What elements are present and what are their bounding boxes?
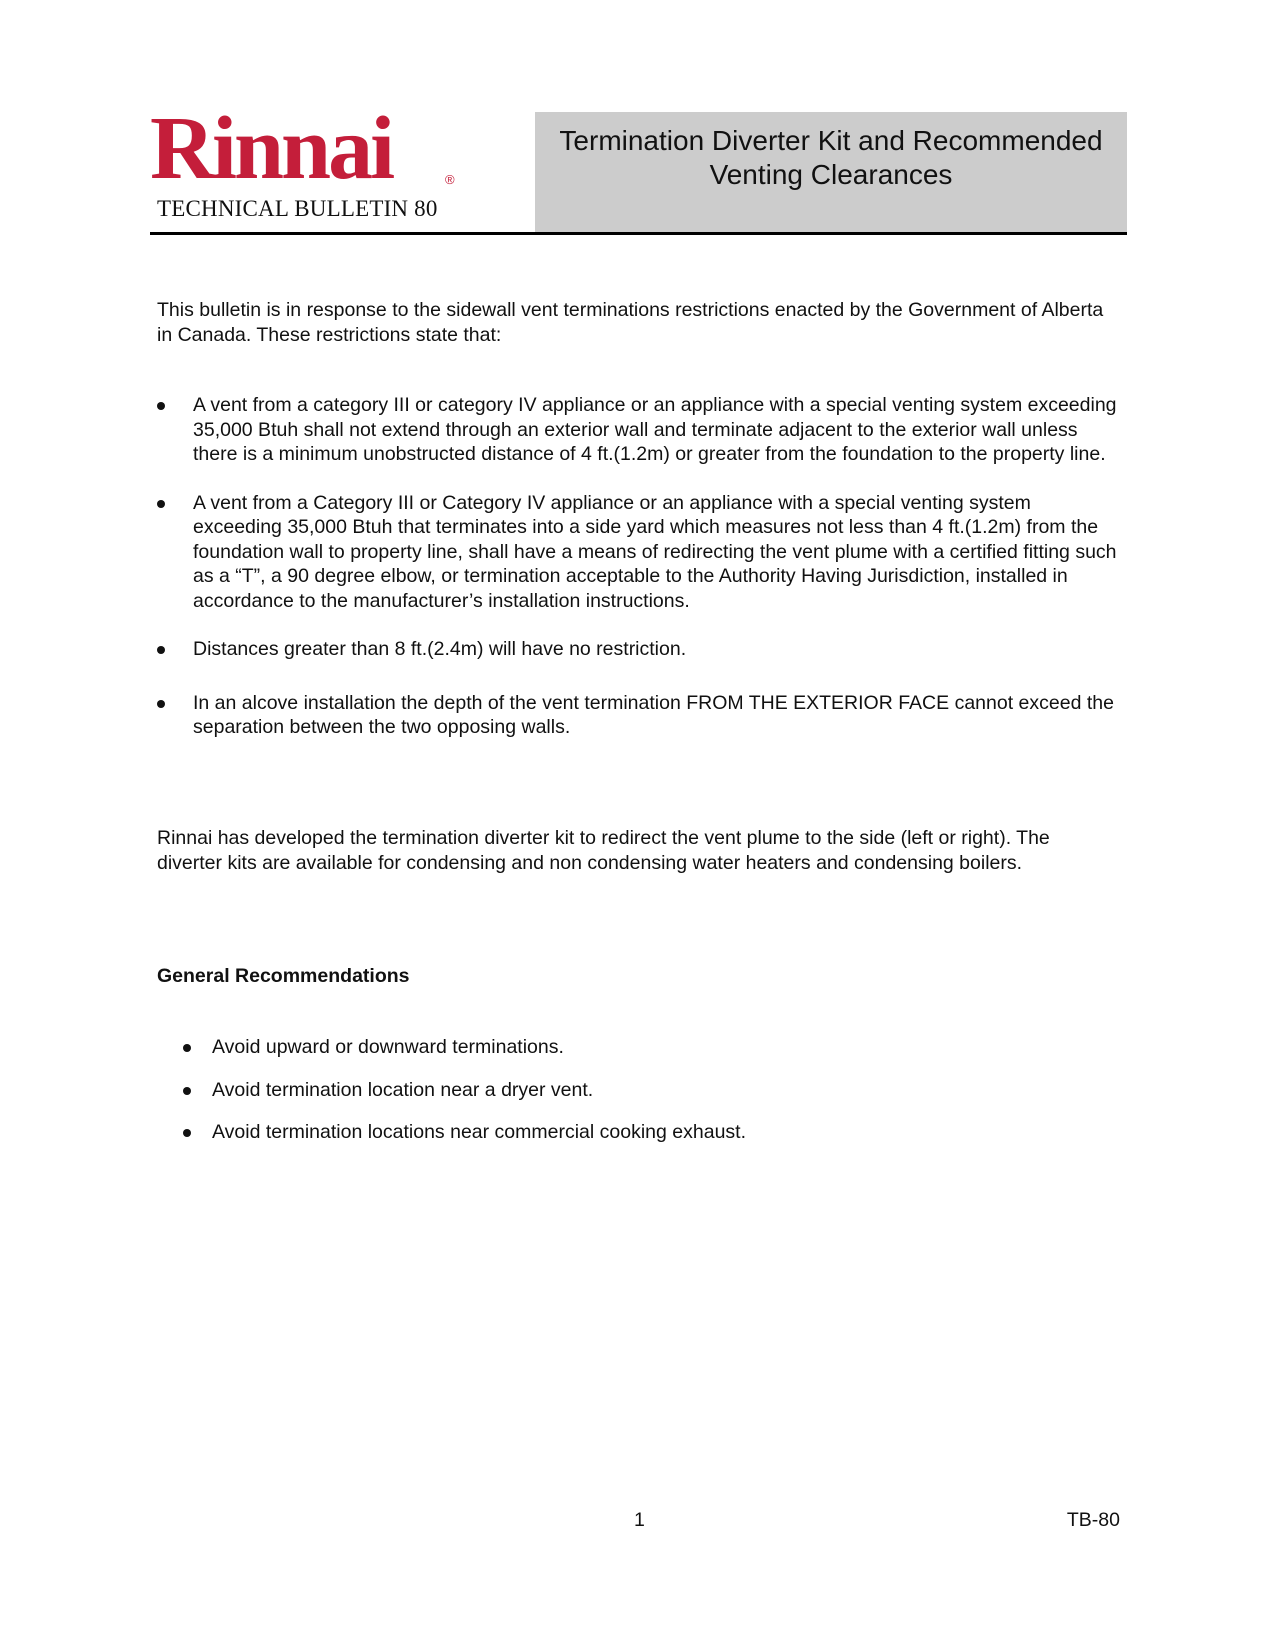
list-item [157,491,1117,614]
bullet-icon [157,700,165,708]
title-box [535,112,1127,233]
list-item [183,1120,1083,1145]
section-heading: General Recommendations [157,965,410,987]
list-item-text: A vent from a category III or category IV appliance or an appliance with a special venting system exceeding 35,000 Btuh shall not extend through an exterior wall and terminate adjacent to the exterior wall unless there is a minimum unobstructed distance of 4 ft.(1.2m) or greater from the foundation to the property line. [193,394,1117,465]
bulletin-label: TECHNICAL BULLETIN 80 [157,196,438,221]
list-item-text: In an alcove installation the depth of the vent termination FROM THE EXTERIOR FACE cannot exceed the separation between the two opposing walls. [193,691,1114,738]
list-item-text: Distances greater than 8 ft.(2.4m) will have no restriction. [193,638,687,660]
rinnai-logo [150,99,455,198]
list-item-text: Avoid upward or downward terminations. [212,1036,564,1058]
registered-mark-icon: ® [445,172,455,187]
bullet-icon [157,402,165,410]
title-line-1: Termination Diverter Kit and Recommended [559,125,1103,156]
list-item [157,691,1117,740]
restrictions-list [157,393,1117,740]
list-item [157,637,1117,662]
list-item-text: Avoid termination location near a dryer vent. [212,1078,594,1101]
bullet-icon [183,1129,191,1137]
document-code: TB-80 [1066,1509,1120,1531]
recommendations-list [183,1035,1083,1163]
page-number: 1 [634,1509,645,1531]
list-item [183,1035,1083,1060]
bullet-icon [183,1044,191,1052]
header-divider [150,232,1127,235]
list-item-text: Avoid termination locations near commercial cooking exhaust. [212,1121,746,1143]
bullet-icon [157,646,165,654]
bullet-icon [157,500,165,508]
diverter-paragraph: Rinnai has developed the termination diverter kit to redirect the vent plume to the side (left or right). The diverter kits are available for condensing and non condensing water heaters and condensing boilers. [157,827,1050,874]
bullet-icon [183,1087,191,1095]
list-item-text: A vent from a Category III or Category IV appliance or an appliance with a special venting system exceeding 35,000 Btuh that terminates into a side yard which measures not less than 4 ft.(1.2m) from the foundation wall to property line, shall have a means of redirecting the vent plume with a certified fitting such as a “T”, a 90 degree elbow, or termination acceptable to the Authority Having Jurisdiction, installed in accordance to the manufacturer’s installation instructions. [193,491,1117,612]
title-line-2: Venting Clearances [709,159,953,190]
intro-paragraph: This bulletin is in response to the sidewall vent terminations restrictions enacted by the Government of Alberta in Canada. These restrictions state that: [157,299,1104,346]
list-item [183,1078,1083,1103]
list-item [157,393,1117,467]
logo-wordmark: Rinnai [150,99,393,198]
page-title [535,124,1127,192]
